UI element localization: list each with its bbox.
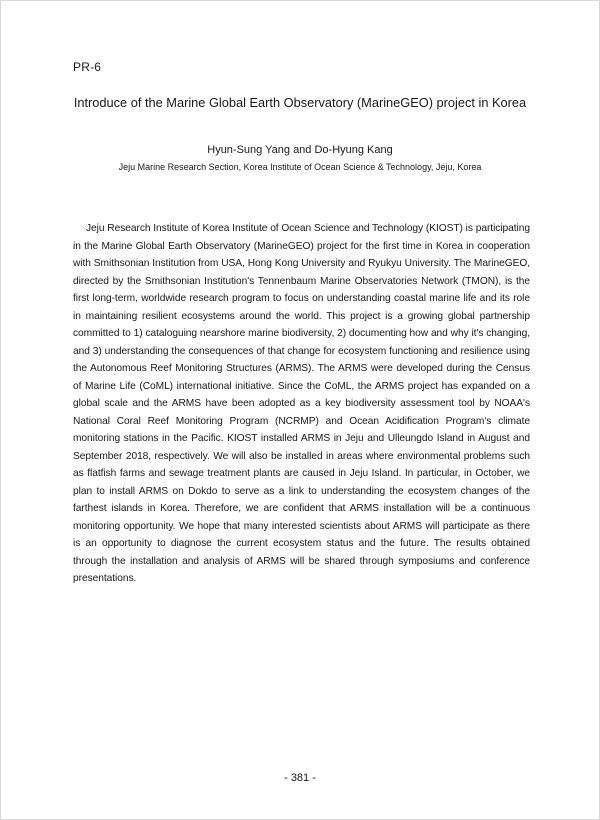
affiliation: Jeju Marine Research Section, Korea Institute of Ocean Science & Technology, Jeju, Korea [118, 162, 482, 172]
paper-title: Introduce of the Marine Global Earth Observatory (MarineGEO) project in Korea [73, 95, 527, 110]
presentation-code: PR-6 [73, 60, 102, 74]
abstract-body: Jeju Research Institute of Korea Institute of Ocean Science and Technology (KIOST) is participating in the Marine Global Earth Observatory (MarineGEO) project for the first time in Korea in cooperation with Smithsonian Institution from USA, Hong Kong University and Ryukyu University. The MarineGEO, directed by the Smithsonian Institution's Tennenbaum Marine Observatories Network (TMON), is the first long-term, worldwide research program to focus on understanding coastal marine life and its role in maintaining resilient ecosystems around the world. This project is a growing global partnership committed to 1) cataloguing nearshore marine biodiversity, 2) documenting how and why it's changing, and 3) understanding the consequences of that change for ecosystem functioning and resilience using the Autonomous Reef Monitoring Structures (ARMS). The ARMS were developed during the Census of Marine Life (CoML) international initiative. Since the CoML, the ARMS project has expanded on a global scale and the ARMS have been adopted as a key biodiversity assessment tool by NOAA's National Coral Reef Monitoring Program (NCRMP) and Ocean Acidification Program's climate monitoring stations in the Pacific. KIOST installed ARMS in Jeju and Ulleungdo Island in August and September 2018, respectively. We will also be installed in areas where environmental problems such as flatfish farms and sewage treatment plants are caused in Jeju Island. In particular, in October, we plan to install ARMS on Dokdo to serve as a link to understanding the ecosystem changes of the farthest islands in Korea. Therefore, we are confident that ARMS installation will be a continuous monitoring opportunity. We hope that many interested scientists about ARMS will participate as there is an opportunity to diagnose the current ecosystem status and the future. The results obtained through the installation and analysis of ARMS will be shared through symposiums and conference presentations. [73, 223, 530, 584]
authors: Hyun-Sung Yang and Do-Hyung Kang [207, 144, 393, 156]
page-number: - 381 - [284, 772, 316, 784]
